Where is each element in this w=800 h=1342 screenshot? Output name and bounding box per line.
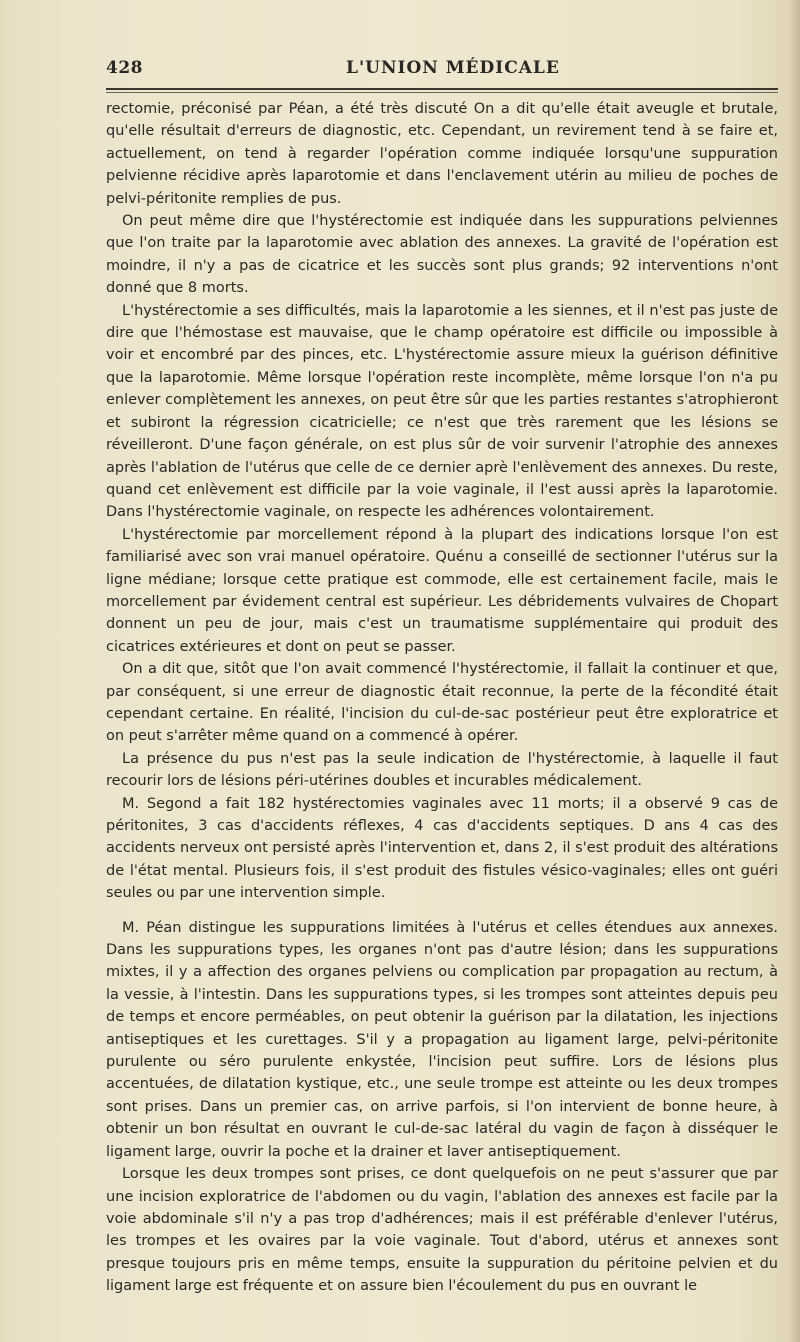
paragraph: L'hystérectomie par morcellement répond à la plupart des indications lorsque l'on est familiarisé avec son vrai manuel opératoire. Quénu a conseillé de sectionner l'utérus sur la ligne médiane; lorsque cette pratique est commode, elle est certainement facile, mais le morcellement par évidement central est supérieur. Les débridements vulvaires de Chopart donnent un peu de jour, mais c'est un traumatisme supplémentaire qui produit des cicatrices extérieures et dont on peut se passer. xyxy=(106,526,778,655)
journal-title: L'UNION MÉDICALE xyxy=(346,58,560,78)
running-header xyxy=(106,58,778,84)
paragraph: On a dit que, sitôt que l'on avait commencé l'hystérectomie, il fallait la continuer et que, par conséquent, si une erreur de diagnostic était reconnue, la perte de la fécondité était cependant certaine. En réalité, l'incision du cul-de-sac postérieur peut être exploratrice et on peut s'arrêter même quand on a commencé à opérer. xyxy=(106,661,778,745)
paragraph: M. Segond a fait 182 hystérectomies vaginales avec 11 morts; il a observé 9 cas de péritonites, 3 cas d'accidents réflexes, 4 cas d'accidents septiques. D ans 4 cas des accidents nerveux ont persisté après l'intervention et, dans 2, il s'est produit des altérations de l'état mental. Plusieurs fois, il s'est produit des fistules vésico-vaginales; elles ont guéri seules ou par une intervention simple. xyxy=(106,795,778,902)
paragraph: Lorsque les deux trompes sont prises, ce dont quelquefois on ne peut s'assurer que par une incision exploratrice de l'abdomen ou du vagin, l'ablation des annexes est facile par la voie abdominale s'il n'y a pas trop d'adhérences; mais il est préférable d'enlever l'utérus, les trompes et les ovaires par la voie vaginale. Tout d'abord, utérus et annexes sont presque toujours pris en même temps, ensuite la suppuration du péritoine pelvien et du ligament large est fréquente et on assure bien l'écoulement du pus en ouvrant le xyxy=(106,1166,778,1295)
paragraph: L'hystérectomie a ses difficultés, mais la laparotomie a les siennes, et il n'est pas juste de dire que l'hémostase est mauvaise, que le champ opératoire est difficile ou impossible à voir et encombré par des pinces, etc. L'hystérectomie assure mieux la guérison définitive que la laparotomie. Même lorsque l'opération reste incomplète, même lorsque l'on n'a pu enlever complètement les annexes, on peut être sûr que les parties restantes s'atrophieront et subiront la régression cicatricielle; ce n'est que très rarement que les lésions se réveilleront. D'une façon générale, on est plus sûr de voir survenir l'atrophie des annexes après l'ablation de l'utérus que celle de ce dernier aprè l'enlèvement des annexes. Du reste, quand cet enlèvement est difficile par la voie vaginale, il l'est aussi après la laparotomie. Dans l'hystérectomie vaginale, on respecte les adhérences volontairement. xyxy=(106,302,778,521)
page-number: 428 xyxy=(106,58,143,78)
page-edge-shadow xyxy=(788,0,800,1342)
paragraph: On peut même dire que l'hystérectomie est indiquée dans les suppurations pelviennes que l'on traite par la laparotomie avec ablation des annexes. La gravité de l'opération est moindre, il n'y a pas de cicatrice et les succès sont plus grands; 92 interventions n'ont donné que 8 morts. xyxy=(106,213,778,297)
paragraph: rectomie, préconisé par Péan, a été très discuté On a dit qu'elle était aveugle et brutale, qu'elle résultait d'erreurs de diagnostic, etc. Cependant, un revirement tend à se faire et, actuellement, on tend à regarder l'opération comme indiquée lorsqu'une suppuration pelvienne récidive après laparotomie et dans l'enclavement utérin au milieu de poches de pelvi-péritonite remplies de pus. xyxy=(106,101,778,207)
header-rule xyxy=(106,88,778,90)
header-rule-thin xyxy=(106,92,778,93)
article-body xyxy=(106,98,778,1298)
paragraph: La présence du pus n'est pas la seule indication de l'hystérectomie, à laquelle il faut recourir lors de lésions péri-utérines doubles et incurables médicalement. xyxy=(106,750,778,790)
paragraph: M. Péan distingue les suppurations limitées à l'utérus et celles étendues aux annexes. Dans les suppurations types, les organes n'ont pas d'autre lésion; dans les suppurations mixtes, il y a affection des organes pelviens ou complication par propagation au rectum, à la vessie, à l'intestin. Dans les suppurations types, si les trompes sont atteintes depuis peu de temps et encore perméables, on peut obtenir la guérison par la dilatation, les injections antiseptiques et les curettages. S'il y a propagation au ligament large, pelvi-péritonite purulente ou séro purulente enkystée, l'incision peut suffire. Lors de lésions plus accentuées, de dilatation kystique, etc., une seule trompe est atteinte ou les deux trompes sont prises. Dans un premier cas, on arrive parfois, si l'on intervient de bonne heure, à obtenir un bon résultat en ouvrant le cul-de-sac latéral du vagin de façon à disséquer le ligament large, ouvrir la poche et la drainer et laver antiseptiquement. xyxy=(106,919,778,1160)
